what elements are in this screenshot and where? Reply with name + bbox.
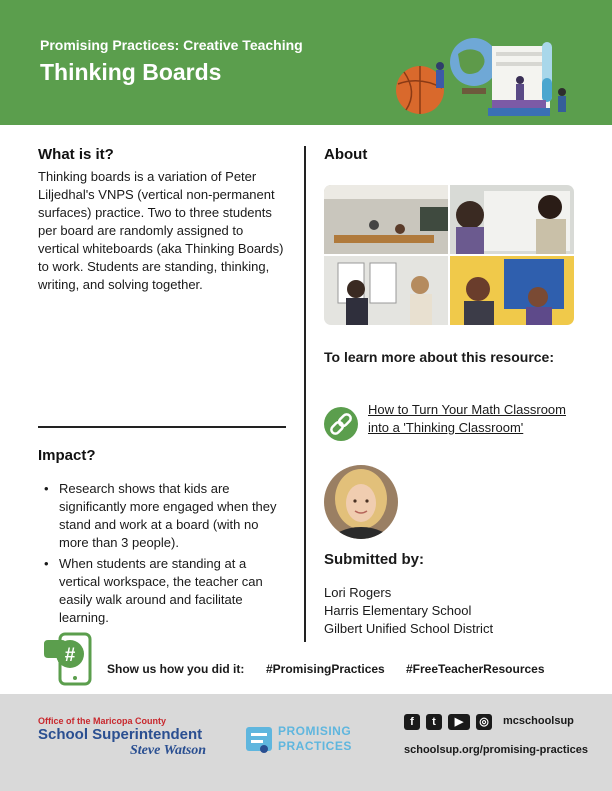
impact-heading: Impact?: [38, 447, 96, 464]
header-banner: [0, 0, 612, 125]
impact-bullet: • Research shows that kids are significantly more engaged when they stand and work at a board (with no more than 3 people).: [38, 480, 288, 552]
svg-text:#: #: [64, 645, 76, 666]
classroom-photo-collage: [324, 185, 574, 325]
hashtag-promising-practices: #PromisingPractices: [266, 662, 385, 676]
instagram-icon[interactable]: ◎: [476, 714, 492, 730]
submitted-by-heading: Submitted by:: [324, 551, 424, 568]
about-section: [324, 146, 584, 163]
what-is-it-heading: What is it?: [38, 146, 114, 163]
logo-line-1: PROMISING: [278, 724, 352, 738]
resource-link[interactable]: How to Turn Your Math Classroom into a 'Thinking Classroom': [368, 402, 566, 435]
learn-more-heading: To learn more about this resource:: [324, 349, 555, 365]
section-divider: [38, 426, 286, 428]
page-title: Thinking Boards: [40, 59, 222, 85]
org-line-3: Steve Watson: [130, 743, 207, 758]
school-supplies-illustration: [392, 32, 580, 122]
org-line-1: Office of the Maricopa County: [38, 716, 167, 726]
what-is-it-text: Thinking boards is a variation of Peter Liljedhal's VNPS (vertical non-permanent surfaces) practice. Two to three students per board are randomly assigned to vertical whiteboards (aka Thinking Boards) to work. Students are standing, thinking, writing, and solving together.: [38, 169, 284, 292]
classroom-photos-icon: [324, 185, 574, 325]
website-url[interactable]: schoolsup.org/promising-practices: [404, 744, 588, 756]
footer: [0, 694, 612, 791]
logo-line-2: PRACTICES: [278, 739, 352, 753]
impact-section: [38, 447, 288, 630]
twitter-icon[interactable]: t: [426, 714, 442, 730]
what-is-it-section: [38, 146, 286, 294]
youtube-icon[interactable]: ▶: [448, 714, 470, 730]
submitter-info: [324, 584, 493, 638]
impact-bullet: • When students are standing at a vertical workspace, the teacher can easily walk around and facilitate learning.: [38, 555, 288, 627]
column-divider: [304, 146, 306, 642]
promising-practices-wordmark: [278, 724, 352, 754]
link-icon[interactable]: [324, 407, 358, 441]
facebook-icon[interactable]: f: [404, 714, 420, 730]
org-line-2: School Superintendent: [38, 726, 203, 743]
impact-list: [38, 480, 288, 627]
submitter-avatar: [324, 465, 398, 539]
social-handle: mcschoolsup: [503, 715, 574, 727]
about-heading: About: [324, 146, 368, 163]
submitter-district: Gilbert Unified School District: [324, 621, 494, 636]
hashtag-free-teacher-resources: #FreeTeacherResources: [406, 662, 545, 676]
share-prompt: Show us how you did it:: [107, 662, 245, 676]
submitter-school: Harris Elementary School: [324, 603, 472, 618]
hashtag-phone-icon: [40, 632, 104, 688]
header-subtitle: Promising Practices: Creative Teaching: [40, 37, 303, 53]
submitter-name: Lori Rogers: [324, 585, 392, 600]
